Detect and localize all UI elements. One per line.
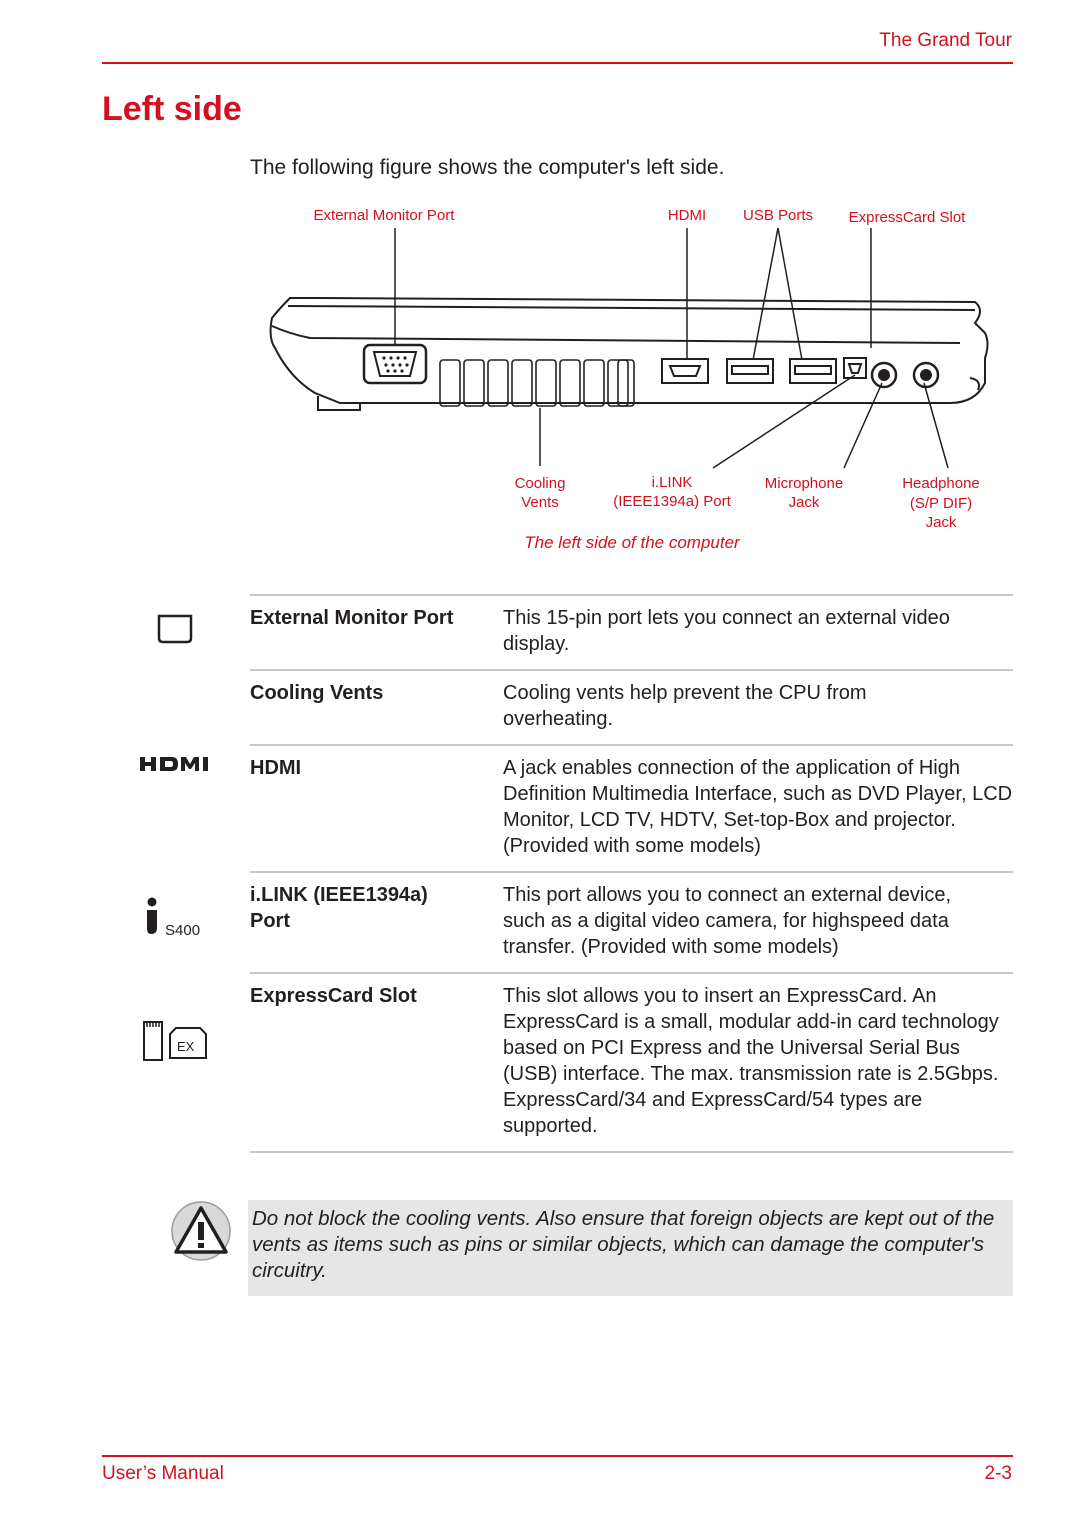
label-external-monitor-port: External Monitor Port <box>313 207 455 224</box>
figure-caption: The left side of the computer <box>524 533 740 552</box>
footer-manual-title: User’s Manual <box>102 1463 224 1484</box>
spec-desc: A jack enables connection of the application of High Definition Multimedia Interface, such as DVD Player, LCD Monitor, LCD TV, HDTV, Set-top-Box and projector. (Provided with some models) <box>503 757 1013 857</box>
intro-text: The following figure shows the computer's left side. <box>250 156 725 179</box>
hdmi-logo-icon <box>138 754 216 779</box>
spec-desc: Cooling vents help prevent the CPU from overheating. <box>503 682 867 730</box>
label-headphone: Headphone <box>902 475 980 492</box>
spec-term: i.LINK (IEEE1394a) Port <box>250 884 428 932</box>
laptop-illustration <box>271 298 988 410</box>
spec-term: Cooling Vents <box>250 682 384 704</box>
spec-desc: This port allows you to connect an external device, such as a digital video camera, for highspeed data transfer. (Provided with some models) <box>503 884 952 958</box>
page-title: Left side <box>102 90 242 128</box>
leader-lines <box>395 228 948 468</box>
caution-box <box>248 1200 1013 1296</box>
label-usb-ports: USB Ports <box>742 207 814 224</box>
spec-term: External Monitor Port <box>250 607 454 629</box>
label-hp-jack: Jack <box>925 514 957 531</box>
label-mic-jack: Jack <box>788 494 820 511</box>
label-hdmi: HDMI <box>667 207 707 224</box>
spec-row-cooling-vents <box>250 669 1013 744</box>
page-number: 2-3 <box>984 1463 1012 1484</box>
spec-row-expresscard <box>250 972 1013 1153</box>
laptop-left-side-figure <box>260 198 1020 558</box>
label-ieee-port: (IEEE1394a) Port <box>613 493 731 510</box>
spec-term: ExpressCard Slot <box>250 985 417 1007</box>
spec-desc: This 15-pin port lets you connect an external video display. <box>503 607 950 655</box>
spec-desc: This slot allows you to insert an ExpressCard. An ExpressCard is a small, modular add-in card technology based on PCI Express and the Universal Serial Bus (USB) interface. The max. transmission rate is 2.5Gbps. ExpressCard/34 and ExpressCard/54 types are supported. <box>503 985 999 1137</box>
label-cooling: Cooling <box>514 475 566 492</box>
label-spdif: (S/P DIF) <box>909 495 973 512</box>
footer-rule <box>102 1455 1013 1457</box>
spec-row-external-monitor <box>250 594 1013 669</box>
label-vents: Vents <box>521 494 559 511</box>
label-ilink: i.LINK <box>651 474 693 491</box>
spec-row-ilink <box>250 871 1013 972</box>
caution-warning-icon <box>170 1200 232 1267</box>
spec-row-hdmi <box>250 744 1013 871</box>
label-microphone: Microphone <box>764 475 844 492</box>
expresscard-icon-text: EX <box>177 1039 195 1054</box>
expresscard-icon <box>142 1020 208 1067</box>
caution-text: Do not block the cooling vents. Also ensure that foreign objects are kept out of the vents as items such as pins or similar objects, which can damage the computer's circuitry. <box>252 1207 995 1282</box>
spec-table <box>250 594 1013 1153</box>
header-rule <box>102 62 1013 64</box>
ilink-icon-text: S400 <box>165 922 201 938</box>
external-monitor-icon <box>157 614 193 649</box>
label-expresscard-slot: ExpressCard Slot <box>848 209 966 226</box>
ilink-icon <box>145 896 209 943</box>
running-header: The Grand Tour <box>879 30 1012 51</box>
spec-term: HDMI <box>250 757 302 779</box>
